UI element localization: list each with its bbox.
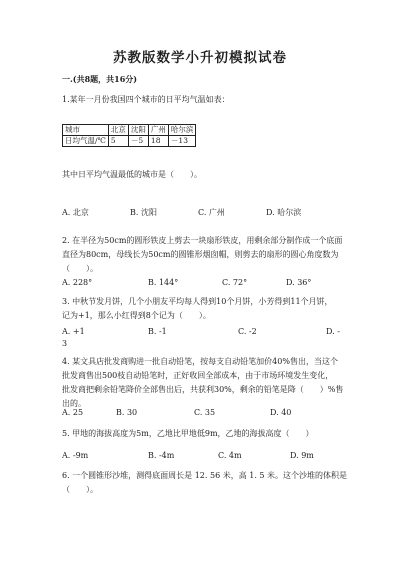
table-cell: －13	[168, 136, 196, 147]
q4-line-1: 4. 某文具店批发商购进一批自动铅笔，按每支自动铅笔加价40%售出，当这个	[62, 357, 338, 366]
exam-title: 苏教版数学小升初模拟试卷	[113, 50, 287, 66]
temperature-table	[62, 124, 196, 147]
q1-option-b[interactable]: B. 沈阳	[130, 208, 157, 217]
q4-option-c[interactable]: C. 35	[194, 408, 216, 417]
q2-line-2: 直径为80cm，母线长为50cm的圆锥形烟囱帽，则剪去的扇形的圆心角度数为	[62, 250, 339, 259]
table-cell: 哈尔滨	[168, 125, 196, 136]
q3-option-d[interactable]: D. -	[326, 327, 340, 336]
q5-option-d[interactable]: D. 9m	[290, 451, 314, 460]
q1-stem: 1.某年一月份我国四个城市的日平均气温如表：	[62, 95, 230, 104]
table-cell: 北京	[108, 125, 128, 136]
section-heading: 一.(共8题，共16分)	[62, 74, 138, 84]
q1-option-d[interactable]: D. 哈尔滨	[266, 208, 302, 217]
q1-option-a[interactable]: A. 北京	[62, 208, 89, 217]
q4-option-d[interactable]: D. 40	[270, 408, 292, 417]
q5-stem: 5. 甲地的海拔高度为5m，乙地比甲地低9m，乙地的海拔高度（ ）	[62, 429, 314, 438]
table-cell: 18	[148, 136, 168, 147]
table-cell: 日均气温/℃	[63, 136, 109, 147]
q1-question: 其中日平均气温最低的城市是（ ）。	[62, 170, 202, 179]
q4-option-b[interactable]: B. 30	[116, 408, 138, 417]
table-cell: 城市	[63, 125, 109, 136]
q4-option-a[interactable]: A. 25	[62, 408, 84, 417]
q5-option-c[interactable]: C. 4m	[218, 451, 242, 460]
q2-option-c[interactable]: C. 72°	[222, 278, 248, 287]
table-row	[63, 136, 196, 147]
table-cell: 广州	[148, 125, 168, 136]
q4-line-2: 批发商售出500枝自动铅笔时，正好收回全部成本，由于市场环境发生变化，	[62, 371, 334, 380]
q4-line-3: 批发商把剩余铅笔降价全部售出后，共获利30%，剩余的铅笔是降（ ）%售	[62, 385, 344, 394]
q1-option-c[interactable]: C. 广州	[198, 208, 225, 217]
table-cell: 沈阳	[128, 125, 148, 136]
q5-option-b[interactable]: B. -4m	[148, 451, 175, 460]
q2-option-d[interactable]: D. 36°	[286, 278, 312, 287]
q3-line-2: 记为+1，那么小红得到8个记为（ ）。	[62, 311, 211, 320]
q6-line-2: （ ）。	[62, 485, 98, 494]
q2-line-1: 2. 在半径为50cm的圆形铁皮上剪去一块扇形铁皮，用剩余部分制作成一个底面	[62, 236, 343, 245]
table-header-row	[63, 125, 196, 136]
table-cell: 5	[108, 136, 128, 147]
q2-option-a[interactable]: A. 228°	[62, 278, 93, 287]
q6-line-1: 6. 一个圆锥形沙堆，测得底面周长是 12. 56 米，高 1. 5 米。这个沙堆的体积是	[62, 471, 348, 480]
q2-option-b[interactable]: B. 144°	[148, 278, 179, 287]
q5-option-a[interactable]: A. -9m	[62, 451, 89, 460]
q3-option-d-wrap: 3	[62, 339, 68, 348]
q3-option-c[interactable]: C. -2	[238, 327, 257, 336]
q3-option-a[interactable]: A. +1	[62, 327, 85, 336]
q3-option-b[interactable]: B. -1	[148, 327, 167, 336]
q2-line-3: （ ）。	[62, 264, 98, 273]
table-cell: －5	[128, 136, 148, 147]
q3-line-1: 3. 中秋节发月饼，几个小朋友平均每人得到10个月饼，小芳得到11个月饼，	[62, 297, 333, 306]
q4-line-4: 出的。	[62, 399, 86, 408]
